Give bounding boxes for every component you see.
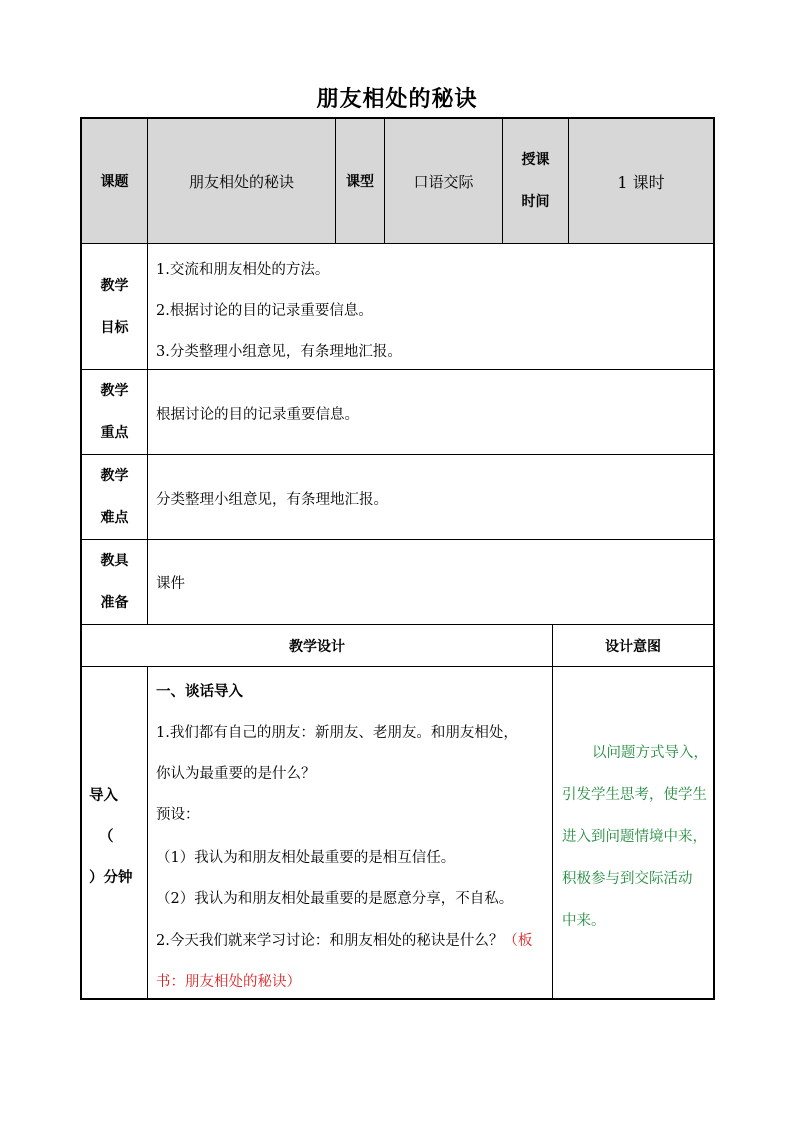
topic-label: 课题 bbox=[100, 174, 129, 190]
goals-label: 教学 目标 bbox=[100, 277, 129, 336]
difficulties-label: 教学 难点 bbox=[100, 468, 129, 526]
type-value: 口语交际 bbox=[413, 172, 474, 191]
intent-header: 设计意图 bbox=[605, 638, 661, 655]
time-label-line2: 时间 bbox=[521, 194, 550, 210]
paragraph-2-line-1 bbox=[156, 929, 532, 950]
topic-value: 朋友相处的秘诀 bbox=[188, 172, 294, 191]
type-label: 课型 bbox=[346, 174, 374, 190]
time-label-line1: 授课 bbox=[521, 152, 550, 168]
intent-line-2: 引发学生思考，使学生 bbox=[562, 787, 707, 803]
board-note-end: 书：朋友相处的秘诀） bbox=[156, 974, 301, 990]
paragraph-2-main: 2.今天我们就来学习讨论：和朋友相处的秘诀是什么？ bbox=[156, 933, 504, 949]
goal-item-3: 3.分类整理小组意见，有条理地汇报。 bbox=[156, 344, 402, 360]
intent-line-3: 进入到问题情境中来， bbox=[562, 829, 707, 845]
difficulties-text: 分类整理小组意见，有条理地汇报。 bbox=[156, 492, 388, 508]
paragraph-1-line-1: 1.我们都有自己的朋友：新朋友、老朋友。和朋友相处， bbox=[156, 725, 518, 741]
key-points-label: 教学 重点 bbox=[100, 383, 129, 441]
paragraph-1-line-2: 你认为最重要的是什么？ bbox=[156, 766, 316, 782]
preset-label: 预设： bbox=[156, 807, 200, 823]
goal-item-2: 2.根据讨论的目的记录重要信息。 bbox=[156, 303, 373, 319]
goal-item-1: 1.交流和朋友相处的方法。 bbox=[156, 262, 330, 278]
materials-text: 课件 bbox=[156, 576, 185, 592]
intent-line-1: 以问题方式导入， bbox=[592, 745, 708, 761]
board-note-start: （板 bbox=[503, 933, 533, 949]
design-header: 教学设计 bbox=[289, 638, 345, 655]
key-points-text: 根据讨论的目的记录重要信息。 bbox=[156, 407, 359, 423]
answer-1: （1）我认为和朋友相处最重要的是相互信任。 bbox=[156, 850, 456, 866]
intent-line-5: 中来。 bbox=[562, 913, 606, 929]
section-heading: 一、谈话导入 bbox=[156, 684, 243, 700]
time-value: 1 课时 bbox=[617, 172, 665, 192]
answer-2: （2）我认为和朋友相处最重要的是愿意分享，不自私。 bbox=[156, 891, 514, 907]
time-label bbox=[503, 119, 568, 243]
document-title: 朋友相处的秘诀 bbox=[316, 87, 478, 112]
intent-line-4: 积极参与到交际活动 bbox=[562, 871, 693, 887]
section-label: 导入 （ ）分钟 bbox=[89, 788, 133, 886]
materials-label: 教具 准备 bbox=[100, 553, 129, 611]
